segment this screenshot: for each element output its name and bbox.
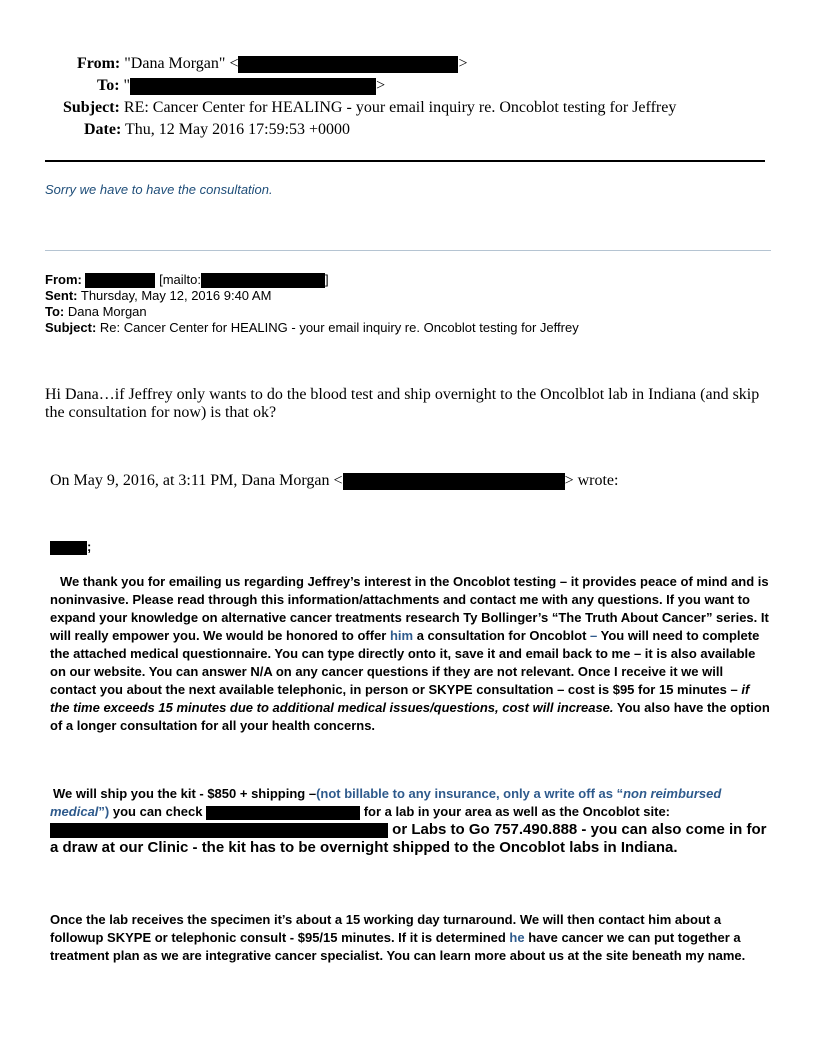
p1-text-b: a consultation for Oncoblot <box>413 628 591 643</box>
p1-text-a: We thank you for emailing us regarding Jeffrey’s interest in the Oncoblot testing – it provides peace of mind and is noninvasive. Please read through this information/attachments and contact me with any questions. If you want to expand your knowledge on alternative cancer treatments research Ty Bollinger’s “The Truth About Cancer” series. It will really empower you. We would be honored to offer <box>50 574 769 643</box>
forward-divider <box>45 250 771 251</box>
p1-dash: – <box>590 628 598 643</box>
redacted-greeting-name <box>50 541 87 555</box>
fw-from-label: From: <box>45 272 82 287</box>
header-divider <box>45 160 765 162</box>
fw-subject-row <box>45 320 579 336</box>
to-open: " <box>123 77 131 94</box>
fw-sent-row <box>45 288 271 304</box>
redacted-mailto <box>201 273 325 288</box>
redacted-site <box>50 823 388 838</box>
fw-from-row <box>45 272 329 288</box>
subject-label: Subject: <box>63 99 120 116</box>
reply-text: Sorry we have to have the consultation. <box>45 182 273 197</box>
fw-to-row <box>45 304 147 320</box>
header-to-row <box>97 75 385 97</box>
redacted-sender <box>85 273 155 288</box>
quote-intro-prefix: On May 9, 2016, at 3:11 PM, Dana Morgan < <box>50 472 343 489</box>
p1-text-c: You will need to complete the attached medical questionnaire. You can type directly onto it, save it and email back to me – it is also available on our website. You can answer N/A on any cancer questions if they are not relevant. Once I receive it we will contact you about the next available telephonic, in person or SKYPE consultation – cost is $95 for 15 minutes – <box>50 628 760 697</box>
greeting-punct: ; <box>87 539 92 554</box>
fw-sent-label: Sent: <box>45 288 78 303</box>
p2-blue-b: ”) <box>98 804 110 819</box>
fw-mailto: [mailto: <box>159 272 201 287</box>
fw-subject-label: Subject: <box>45 320 97 335</box>
header-subject-row <box>63 97 676 119</box>
paragraph-offer <box>50 573 770 735</box>
to-label: To: <box>97 77 120 94</box>
paragraph-kit <box>50 785 770 857</box>
p2-text-a: We will ship you the kit - $850 + shipping – <box>53 786 317 801</box>
paragraph-results <box>50 911 770 965</box>
quote-intro <box>50 472 618 490</box>
from-name: "Dana Morgan" < <box>124 55 239 72</box>
date-text: Thu, 12 May 2016 17:59:53 +0000 <box>125 121 351 138</box>
to-close: > <box>376 77 386 94</box>
p2-text-c: for a lab in your area as well as the Oncoblot site: <box>360 804 671 819</box>
p2-text-b: you can check <box>109 804 207 819</box>
subject-text: RE: Cancer Center for HEALING - your email inquiry re. Oncoblot testing for Jeffrey <box>123 99 677 116</box>
p3-he: he <box>509 930 525 945</box>
date-label: Date: <box>84 121 122 138</box>
quote-intro-suffix: > wrote: <box>564 472 619 489</box>
redacted-quote-email <box>343 473 565 490</box>
fw-sent-text: Thursday, May 12, 2016 9:40 AM <box>80 288 272 303</box>
redacted-email <box>238 56 458 73</box>
p1-text-d: You also have the option of a longer consultation for all your health concerns. <box>50 700 770 733</box>
fw-subject-text: Re: Cancer Center for HEALING - your email inquiry re. Oncoblot testing for Jeffrey <box>99 320 579 335</box>
p2-blue-a: (not billable to any insurance, only a write off as “ <box>316 786 624 801</box>
question-text: Hi Dana…if Jeffrey only wants to do the blood test and ship overnight to the Oncolblot lab in Indiana (and skip the consultation for now) is that ok? <box>45 386 760 421</box>
p1-him: him <box>389 628 414 643</box>
p1-italic: if the time exceeds 15 minutes due to additional medical issues/questions, cost will increase. <box>50 682 750 715</box>
fw-to-label: To: <box>45 304 65 319</box>
header-date-row <box>84 119 350 141</box>
redacted-recipient <box>130 78 376 95</box>
fw-mailto-close: ] <box>325 272 329 287</box>
from-label: From: <box>77 55 121 72</box>
from-close: > <box>458 55 468 72</box>
fw-to-text: Dana Morgan <box>67 304 147 319</box>
redacted-link <box>206 806 360 820</box>
p2-blue-italic: non reimbursed medical <box>50 786 722 819</box>
header-from-row <box>77 53 468 75</box>
p3-text-a: Once the lab receives the specimen it’s about a 15 working day turnaround. We will then contact him about a followup SKYPE or telephonic consult - $95/15 minutes. If it is determined <box>50 912 722 945</box>
greeting <box>50 539 91 555</box>
p2-labs: or Labs to Go 757.490.888 - <box>388 821 591 838</box>
p2-text-d: you can also come in for a draw at our Clinic - the kit has to be overnight shipped to the Oncoblot labs in Indiana. <box>50 821 767 856</box>
p3-text-b: have cancer we can put together a treatment plan as we are integrative cancer specialist. You can learn more about us at the site beneath my name. <box>50 930 746 963</box>
